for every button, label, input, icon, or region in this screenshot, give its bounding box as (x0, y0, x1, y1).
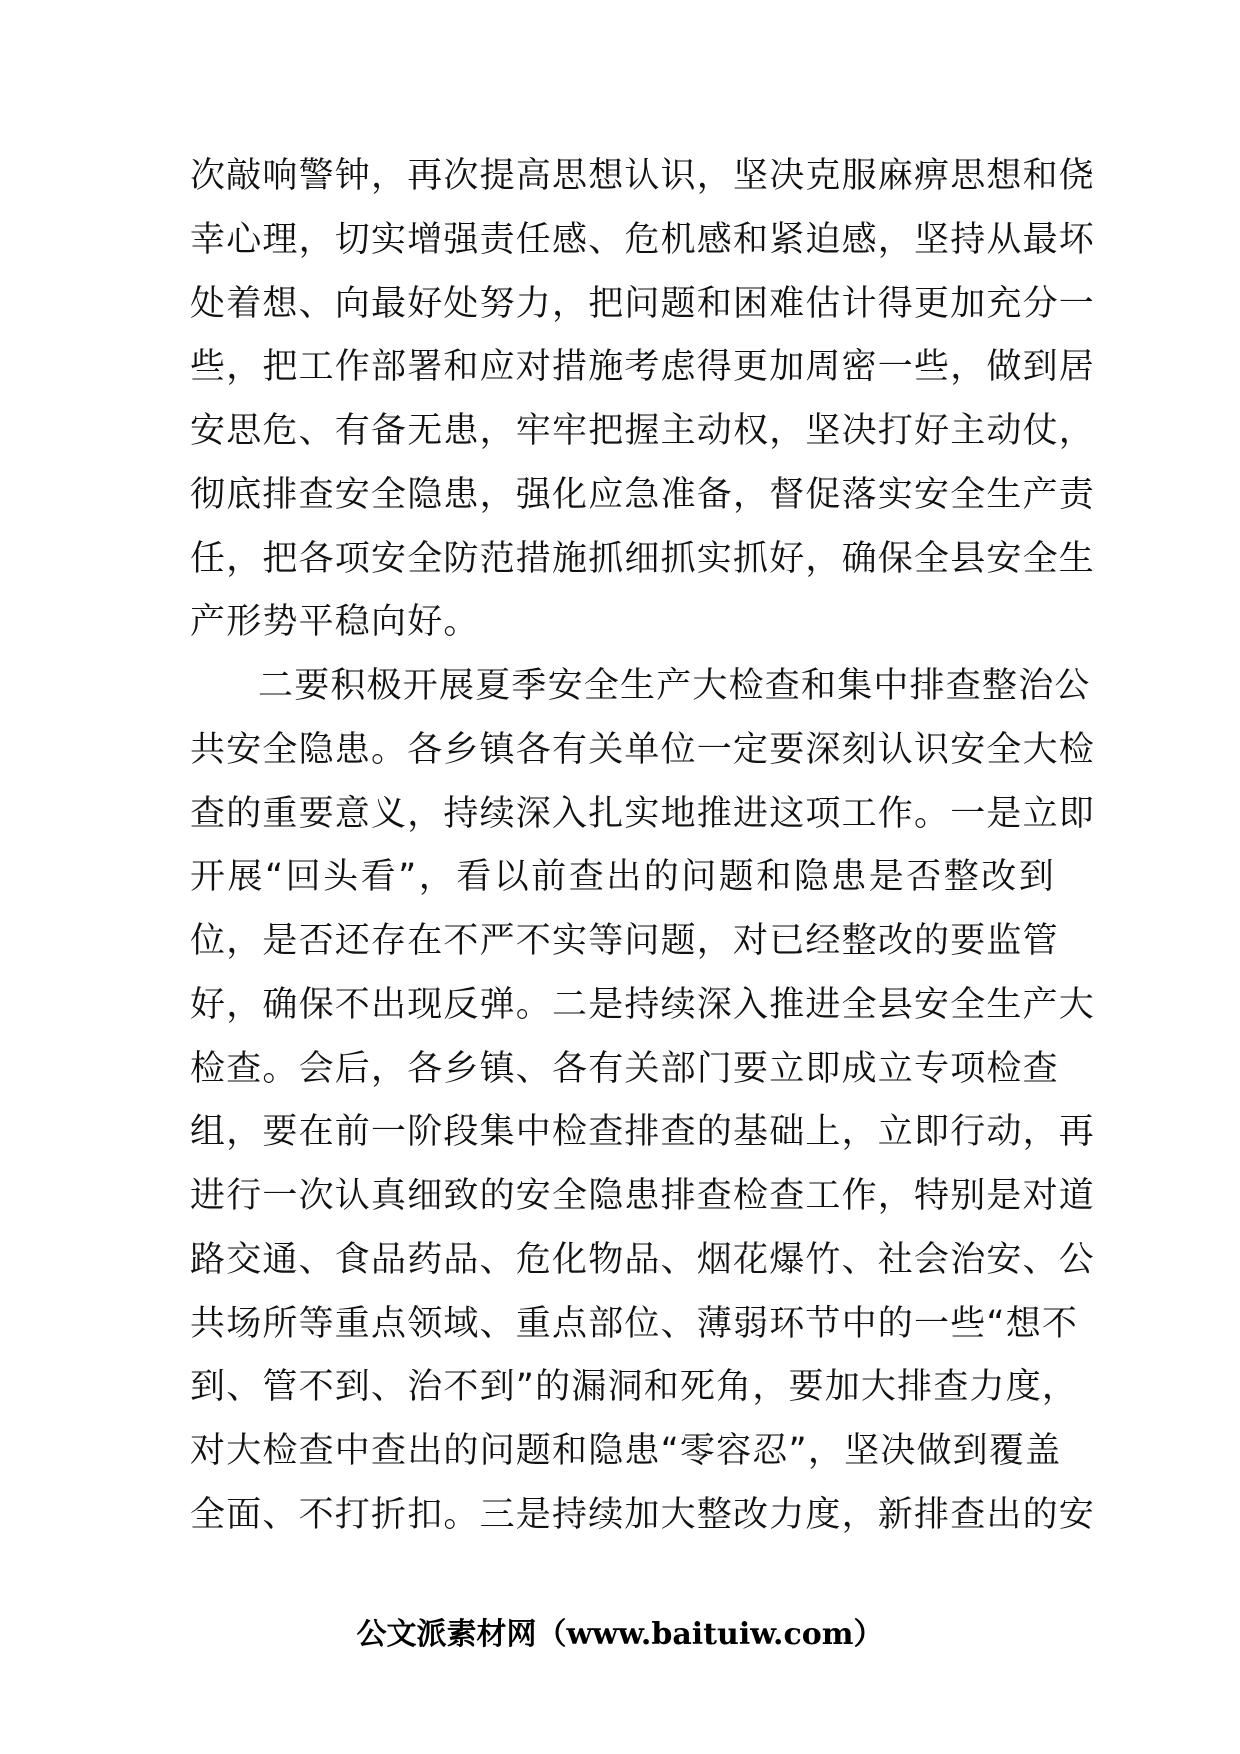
text-line: 共场所等重点领域、重点部位、薄弱环节中的一些“想不 (190, 1304, 1079, 1344)
text-line: 检查。会后，各乡镇、各有关部门要立即成立专项检查 (190, 1049, 1059, 1089)
text-line: 共安全隐患。各乡镇各有关单位一定要深刻认识安全大检 (190, 730, 1096, 770)
text-line: 任，把各项安全防范措施抓细抓实抓好，确保全县安全生 (190, 539, 1096, 579)
text-line: 开展“回头看”，看以前查出的问题和隐患是否整改到 (190, 857, 1055, 897)
text-line: 路交通、食品药品、危化物品、烟花爆竹、社会治安、公 (190, 1240, 1096, 1280)
text-line: 次敲响警钟，再次提高思想认识，坚决克服麻痹思想和侥 (190, 156, 1096, 196)
text-line: 彻底排查安全隐患，强化应急准备，督促落实安全生产责 (190, 475, 1096, 515)
text-line: 幸心理，切实增强责任感、危机感和紧迫感，坚持从最坏 (190, 220, 1096, 260)
text-line: 组，要在前一阶段集中检查排查的基础上，立即行动，再 (190, 1112, 1096, 1152)
footer-watermark-text: 公文派素材网（www.baituiw.com） (356, 1617, 884, 1652)
text-line: 产形势平稳向好。 (190, 602, 480, 642)
text-line: 查的重要意义，持续深入扎实地推进这项工作。一是立即 (190, 794, 1096, 834)
text-line: 好，确保不出现反弹。二是持续深入推进全县安全生产大 (190, 985, 1096, 1025)
text-line: 全面、不打折扣。三是持续加大整改力度，新排查出的安 (190, 1495, 1096, 1535)
text-line: 进行一次认真细致的安全隐患排查检查工作，特别是对道 (190, 1176, 1096, 1216)
text-line: 安思危、有备无患，牢牢把握主动权，坚决打好主动仗， (190, 411, 1096, 451)
text-line: 位，是否还存在不严不实等问题，对已经整改的要监管 (190, 921, 1059, 961)
text-line: 二要积极开展夏季安全生产大检查和集中排查整治公 (258, 666, 1091, 706)
text-line: 处着想、向最好处努力，把问题和困难估计得更加充分一 (190, 284, 1096, 324)
text-line: 对大检查中查出的问题和隐患“零容忍”，坚决做到覆盖 (190, 1431, 1062, 1471)
text-line: 到、管不到、治不到”的漏洞和死角，要加大排查力度， (190, 1367, 1079, 1407)
text-line: 些，把工作部署和应对措施考虑得更加周密一些，做到居 (190, 347, 1096, 387)
